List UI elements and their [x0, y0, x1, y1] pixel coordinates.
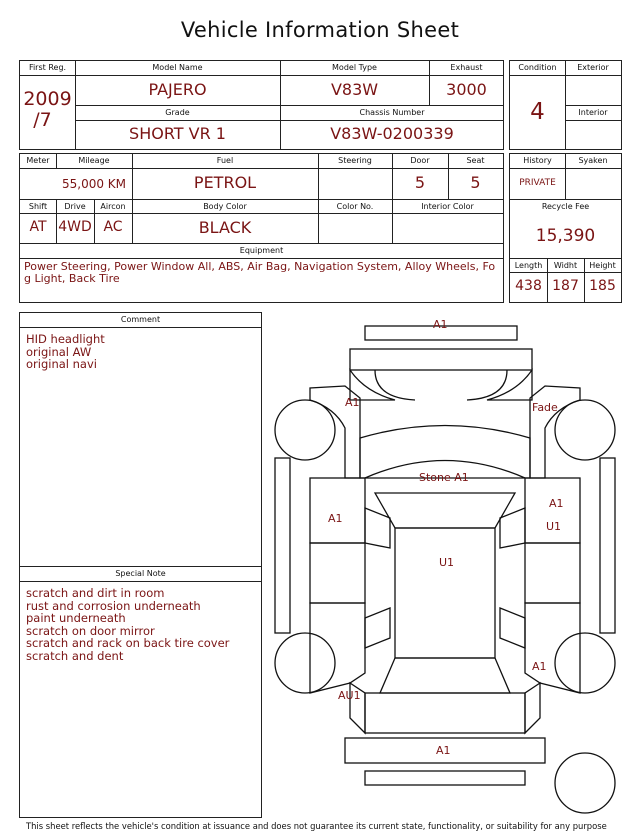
width-label: Widht: [553, 261, 578, 270]
windshield-shape: [375, 493, 515, 528]
comment-label: Comment: [20, 313, 261, 328]
equipment-value: Power Steering, Power Window All, ABS, Air Bag, Navigation System, Alloy Wheels, Fog Light, Back Tire: [24, 260, 496, 285]
body-color-label: Body Color: [203, 202, 247, 211]
meter-label: Meter: [26, 156, 50, 165]
special-note-text: scratch and dirt in room rust and corrosion underneath paint underneath scratch on door mirror scratch and rack on back tire cover scratch and dent: [26, 586, 230, 663]
exterior-label: Exterior: [577, 63, 609, 72]
mark-hood: Stone A1: [419, 471, 469, 484]
comment-text: HID headlight original AW original navi: [26, 332, 105, 372]
steering-label: Steering: [338, 156, 372, 165]
first-reg-month: /7: [33, 109, 52, 131]
mark-right-front-door-2: U1: [546, 520, 562, 533]
grade-value: SHORT VR 1: [129, 124, 226, 143]
shift-value: AT: [29, 219, 47, 235]
right-headlight-shape: [487, 370, 532, 400]
chassis-label: Chassis Number: [359, 108, 425, 117]
disclaimer-footer: This sheet reflects the vehicle's condition at issuance and does not guarantee its current state, functionality, or suitability for any purpose: [26, 821, 607, 831]
drive-label: Drive: [64, 202, 86, 211]
mileage-label: Mileage: [78, 156, 110, 165]
roof-shape: [395, 528, 495, 658]
recycle-fee-label: Recycle Fee: [541, 202, 590, 211]
width-value: 187: [552, 278, 579, 294]
model-name-value: PAJERO: [148, 80, 207, 99]
color-no-label: Color No.: [336, 202, 374, 211]
aircon-value: AC: [103, 219, 123, 235]
body-color-value: BLACK: [198, 218, 252, 237]
mark-left-rear-quarter: AU1: [338, 689, 361, 702]
condition-value: 4: [530, 99, 545, 125]
rear-right-wheel: [555, 633, 615, 693]
spare-tire: [555, 753, 615, 813]
rear-step-shape: [365, 771, 525, 785]
front-left-wheel: [275, 400, 335, 460]
condition-panel: [509, 60, 622, 150]
right-rear-door: [525, 543, 580, 603]
model-type-label: Model Type: [332, 63, 377, 72]
door-value: 5: [414, 173, 426, 192]
mileage-value: 55,000 KM: [61, 177, 127, 191]
seat-label: Seat: [466, 156, 485, 165]
front-right-wheel: [555, 400, 615, 460]
mark-left-front-door: A1: [328, 512, 343, 525]
height-value: 185: [589, 278, 616, 294]
exhaust-label: Exhaust: [450, 63, 483, 72]
special-note-panel: [19, 566, 262, 818]
right-front-door: [525, 478, 580, 543]
left-side-rail: [275, 458, 290, 633]
model-name-label: Model Name: [152, 63, 203, 72]
left-rear-door: [310, 543, 365, 603]
length-value: 438: [515, 278, 542, 294]
vehicle-model-panel: [19, 60, 504, 150]
tailgate-shape: [365, 693, 525, 733]
history-panel: [509, 153, 622, 303]
height-label: Height: [589, 261, 616, 270]
rear-window-shape: [380, 658, 510, 693]
first-reg-label: First Reg.: [28, 63, 67, 72]
door-label: Door: [410, 156, 430, 165]
interior-color-label: Interior Color: [421, 202, 474, 211]
model-type-value: V83W: [330, 80, 379, 99]
aircon-label: Aircon: [100, 202, 126, 211]
equipment-label: Equipment: [239, 246, 284, 255]
rear-left-wheel: [275, 633, 335, 693]
mark-roof: U1: [439, 556, 455, 569]
history-label: History: [523, 156, 552, 165]
grade-label: Grade: [165, 108, 190, 117]
right-rear-quarter: [525, 603, 580, 693]
length-label: Length: [514, 261, 543, 270]
mark-rear-bumper: A1: [436, 744, 451, 757]
interior-label: Interior: [578, 108, 608, 117]
comment-panel: [19, 312, 262, 567]
vehicle-spec-panel: [19, 153, 504, 303]
page-title: Vehicle Information Sheet: [180, 18, 460, 42]
syaken-label: Syaken: [578, 156, 608, 165]
exhaust-value: 3000: [446, 80, 487, 99]
seat-value: 5: [470, 173, 481, 192]
right-side-rail: [600, 458, 615, 633]
chassis-value: V83W-0200339: [330, 124, 454, 143]
fuel-value: PETROL: [193, 173, 257, 192]
condition-label: Condition: [518, 63, 557, 72]
mark-right-front-door: A1: [549, 497, 564, 510]
left-rear-quarter: [310, 603, 365, 693]
fuel-label: Fuel: [216, 156, 234, 165]
mark-front-right-fender: Fade: [532, 401, 558, 414]
left-front-door: [310, 478, 365, 543]
mark-front-bumper: A1: [433, 318, 448, 331]
shift-label: Shift: [28, 202, 48, 211]
mark-front-left-fender: A1: [345, 396, 360, 409]
first-reg-year: 2009: [23, 88, 72, 110]
mark-right-rear-quarter: A1: [532, 660, 547, 673]
drive-value: 4WD: [58, 219, 92, 235]
history-value: PRIVATE: [519, 178, 556, 188]
front-grille-shape: [350, 349, 532, 370]
special-note-label: Special Note: [20, 567, 261, 582]
recycle-fee-value: 15,390: [535, 226, 596, 246]
